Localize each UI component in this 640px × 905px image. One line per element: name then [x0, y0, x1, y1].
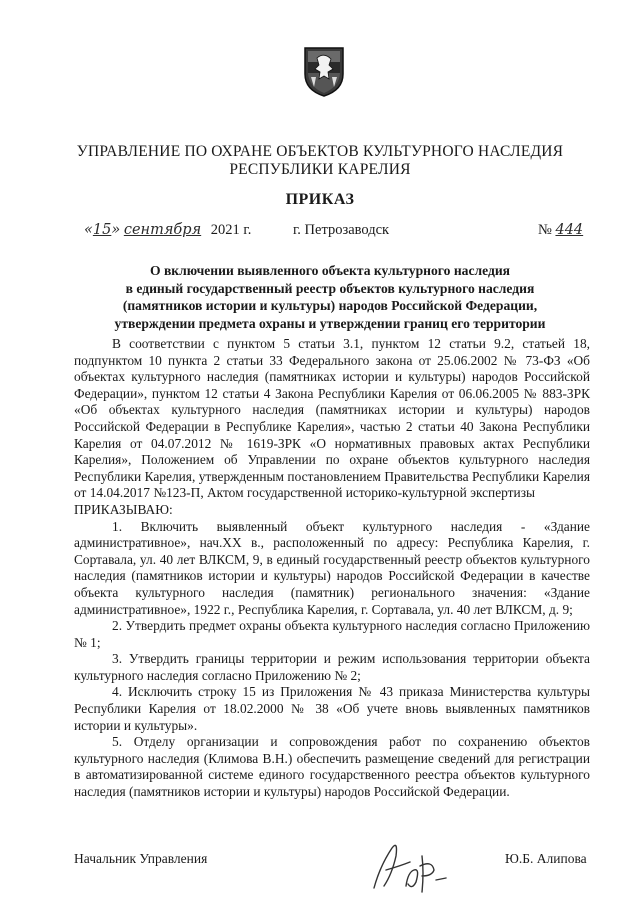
document-date	[84, 222, 251, 239]
handwritten-signature	[362, 826, 452, 896]
date-year: 2021 г.	[210, 222, 252, 238]
document-title	[70, 262, 590, 332]
title-line: утверждении предмета охраны и утверждении границ его территории	[114, 315, 546, 331]
signer-position: Начальник Управления	[74, 851, 208, 866]
order-item: 3. Утвердить границы территории и режим использования территории объекта культурного наследия согласно Приложению № 2;	[74, 651, 590, 683]
date-day: 15	[92, 222, 112, 238]
document-number	[538, 222, 583, 239]
order-item: 1. Включить выявленный объект культурного наследия - «Здание административное», нач.XX в., расположенный по адресу: Республика Карелия, г. Сортавала, ул. 40 лет ВЛКСМ, 9, в единый государственный реестр объектов культурного наследия (памятников истории и культуры) народов Российской Федерации в качестве объекта культурного наследия (памятник) регионального значения: «Здание административное», 1922 г., Республика Карелия, г. Сортавала, ул. 40 лет ВЛКСМ, д. 9;	[74, 518, 590, 617]
date-open-quote: «	[84, 222, 93, 238]
organization-name-line1: УПРАВЛЕНИЕ ПО ОХРАНЕ ОБЪЕКТОВ КУЛЬТУРНОГО НАСЛЕДИЯ	[76, 143, 564, 160]
date-close-quote: »	[111, 222, 121, 238]
order-item: 4. Исключить строку 15 из Приложения № 43 приказа Министерства культуры Республики Карелия от 18.02.2000 № 38 «Об учете вновь выявленных памятников истории и культуры».	[74, 684, 590, 733]
title-line: О включении выявленного объекта культурного наследия	[149, 263, 511, 278]
preamble-paragraph: В соответствии с пунктом 5 статьи 3.1, пунктом 12 статьи 9.2, статьей 18, подпунктом 10 пункта 2 статьи 33 Федерального закона от 25.06.2002 № 73-ФЗ «Об объектах культурного наследия (памятниках истории и культуры) народов Российской Федерации», пунктом 12 статьи 4 Закона Республики Карелия от 06.06.2005 № 883-ЗРК «Об объектах культурного наследия (памятниках истории и культуры) народов Российской Федерации в Республике Карелия», частью 2 статьи 40 Закона Республики Карелия от 04.07.2012 № 1619-ЗРК «О нормативных правовых актах Республики Карелия», Положением об Управлении по охране объектов культурного наследия Республики Карелия, утвержденным постановлением Правительства Республики Карелия от 14.04.2017 №123-П, Актом государственной историко-культурной экспертизы	[74, 336, 590, 501]
number-value: 444	[555, 222, 584, 238]
order-item: 2. Утвердить предмет охраны объекта культурного наследия согласно Приложению № 1;	[74, 618, 590, 650]
number-label: №	[538, 222, 552, 238]
signer-name: Ю.Б. Алипова	[505, 851, 587, 866]
karelia-coat-of-arms-icon	[302, 46, 346, 98]
organization-name-line2: РЕСПУБЛИКИ КАРЕЛИЯ	[229, 161, 411, 178]
document-city: г. Петрозаводск	[293, 222, 390, 238]
order-item: 5. Отделу организации и сопровождения работ по сохранению объектов культурного наследия (Климова В.Н.) обеспечить размещение сведений для регистрации в автоматизированной системе единого государственного реестра объектов культурного наследия (памятников истории и культуры) народов Российской Федерации.	[74, 734, 590, 800]
document-type: ПРИКАЗ	[285, 191, 355, 208]
title-line: (памятников истории и культуры) народов Российской Федерации,	[122, 298, 538, 314]
document-body	[74, 336, 590, 801]
title-line: в единый государственный реестр объектов культурного наследия	[125, 280, 535, 296]
date-month: сентября	[123, 222, 202, 238]
order-word: ПРИКАЗЫВАЮ:	[74, 501, 173, 517]
